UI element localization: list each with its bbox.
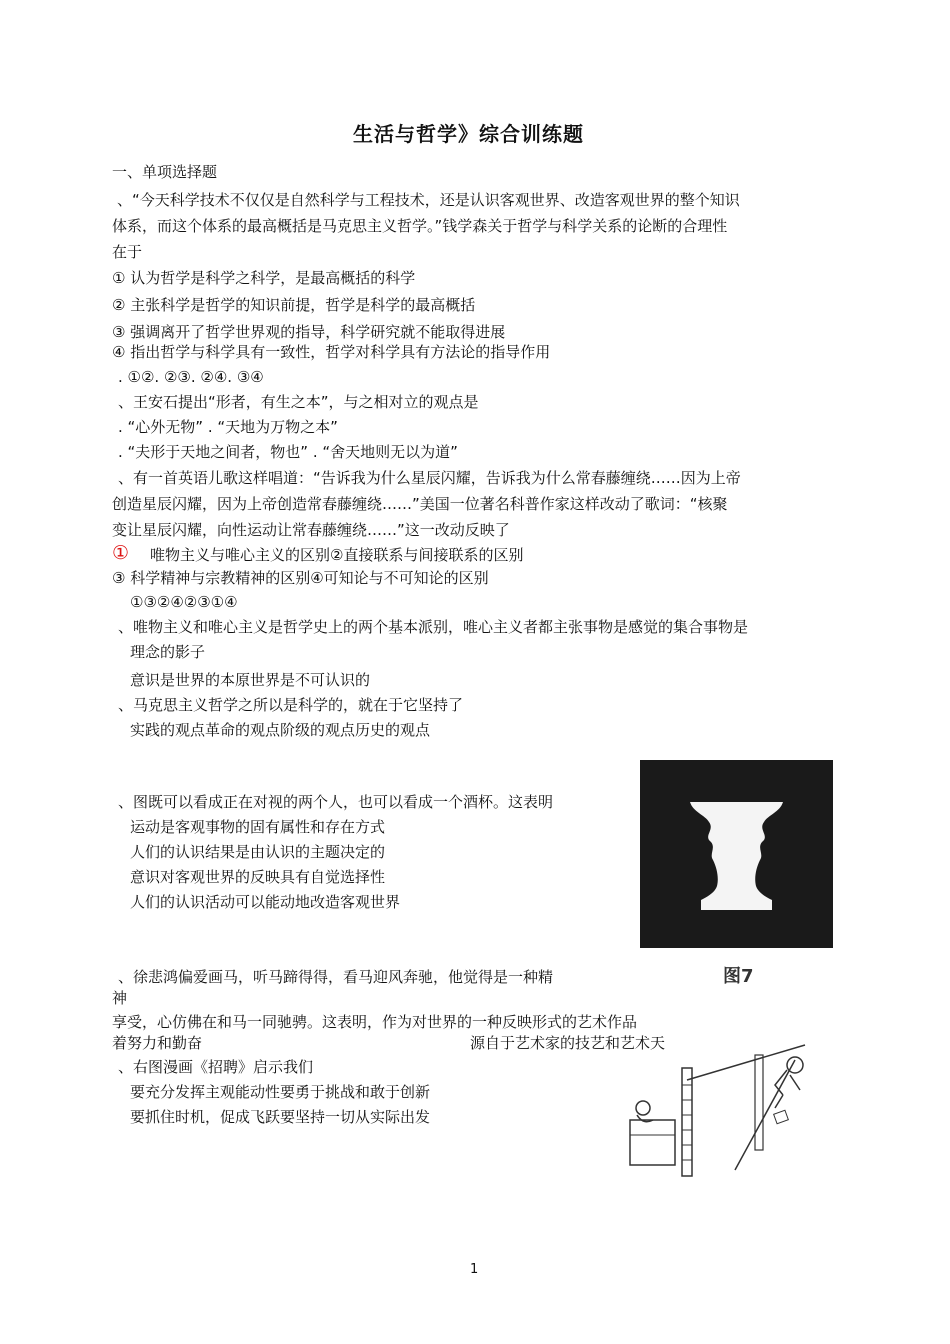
q2-options-2: . “夫形于天地之间者，物也” . “舍天地则无以为道” [118, 443, 458, 461]
q1-option-3: ③ 强调离开了哲学世界观的指导，科学研究就不能取得进展 [112, 323, 506, 341]
q5-line1: 、马克思主义哲学之所以是科学的，就在于它坚持了 [118, 696, 464, 714]
q8-option-2: 要抓住时机，促成飞跃要坚持一切从实际出发 [130, 1108, 431, 1126]
q7-line4-left: 着努力和勤奋 [112, 1034, 203, 1052]
q4-line2: 理念的影子 [130, 643, 206, 661]
q2-line1: 、王安石提出“形者，有生之本”，与之相对立的观点是 [118, 393, 479, 411]
q3-circle-one: ① [112, 542, 130, 564]
q3-line1: 、有一首英语儿歌这样唱道：“告诉我为什么星辰闪耀，告诉我为什么常春藤缠绕……因为上帝 [118, 469, 741, 487]
q8-line1: 、右图漫画《招聘》启示我们 [118, 1058, 314, 1076]
q1-line3: 在于 [112, 243, 143, 261]
q1-option-4: ④ 指出哲学与科学具有一致性，哲学对科学具有方法论的指导作用 [112, 343, 551, 361]
q1-line1: 、“今天科学技术不仅仅是自然科学与工程技术，还是认识客观世界、改造客观世界的整个知识 [117, 191, 740, 209]
page-title: 生活与哲学》综合训练题 [353, 122, 584, 146]
q8-option-1: 要充分发挥主观能动性要勇于挑战和敢于创新 [130, 1083, 431, 1101]
q1-line2: 体系，而这个体系的最高概括是马克思主义哲学。”钱学森关于哲学与科学关系的论断的合理性 [112, 217, 728, 235]
q6-option-2: 人们的认识结果是由认识的主题决定的 [130, 843, 386, 861]
figure-caption: 图7 [723, 966, 754, 987]
q3-option-2: ③ 科学精神与宗教精神的区别④可知论与不可知论的区别 [112, 569, 489, 587]
q1-option-1: ① 认为哲学是科学之科学，是最高概括的科学 [112, 269, 416, 287]
vase-faces-figure [640, 760, 833, 948]
q7-line4-right: 源自于艺术家的技艺和艺术天 [470, 1034, 666, 1052]
q7-line1: 、徐悲鸿偏爱画马，听马蹄得得，看马迎风奔驰，他觉得是一种精 [118, 968, 554, 986]
q6-option-1: 运动是客观事物的固有属性和存在方式 [130, 818, 386, 836]
q1-option-2: ② 主张科学是哲学的知识前提，哲学是科学的最高概括 [112, 296, 476, 314]
q2-options-1: . “心外无物” . “天地为万物之本” [118, 418, 338, 436]
q1-answers: . ①②. ②③. ②④. ③④ [118, 368, 264, 386]
q6-option-3: 意识对客观世界的反映具有自觉选择性 [130, 868, 386, 886]
q3-answers: ①③②④②③①④ [130, 593, 238, 611]
q5-line2: 实践的观点革命的观点阶级的观点历史的观点 [130, 721, 431, 739]
q6-line1: 、图既可以看成正在对视的两个人，也可以看成一个酒杯。这表明 [118, 793, 554, 811]
vase-faces-illusion-image [640, 760, 833, 948]
q6-option-4: 人们的认识活动可以能动地改造客观世界 [130, 893, 401, 911]
section-heading: 一、单项选择题 [112, 163, 218, 181]
q3-option-1: 唯物主义与唯心主义的区别②直接联系与间接联系的区别 [150, 546, 524, 564]
q3-line2: 创造星辰闪耀，因为上帝创造常春藤缠绕……”美国一位著名科普作家这样改动了歌词：“核聚 [112, 495, 728, 513]
q3-line3: 变让星辰闪耀，向性运动让常春藤缠绕……”这一改动反映了 [112, 521, 510, 539]
page-number: 1 [470, 1262, 479, 1277]
q7-line3: 享受，心仿佛在和马一同驰骋。这表明，作为对世界的一种反映形式的艺术作品 [112, 1013, 638, 1031]
q7-line2: 神 [112, 989, 128, 1007]
cartoon-image [625, 1040, 825, 1180]
recruitment-cartoon [625, 1040, 825, 1180]
q4-line1: 、唯物主义和唯心主义是哲学史上的两个基本派别，唯心主义者都主张事物是感觉的集合事物是 [118, 618, 749, 636]
q4-line3: 意识是世界的本原世界是不可认识的 [130, 671, 371, 689]
